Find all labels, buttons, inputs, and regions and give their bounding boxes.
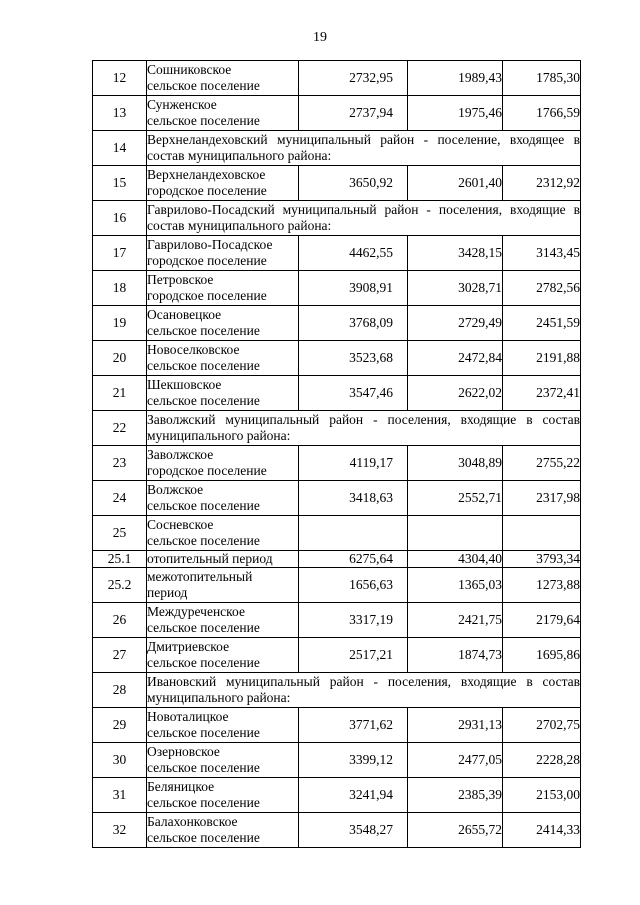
table-row xyxy=(93,708,581,743)
row-number: 22 xyxy=(93,411,147,446)
settlement-name xyxy=(147,446,299,481)
row-number: 29 xyxy=(93,708,147,743)
row-number: 25 xyxy=(93,516,147,551)
value-v2: 1365,03 xyxy=(408,568,503,603)
settlement-name-line2: сельское поселение xyxy=(147,725,260,740)
settlement-name-line1: Верхнеландеховское xyxy=(147,167,266,182)
value-v1: 6275,64 xyxy=(299,551,408,568)
table-row xyxy=(93,341,581,376)
table-row xyxy=(93,516,581,551)
table-row xyxy=(93,743,581,778)
value-v3: 2372,41 xyxy=(503,376,581,411)
settlement-name xyxy=(147,516,299,551)
value-v3: 2317,98 xyxy=(503,481,581,516)
value-v2: 1975,46 xyxy=(408,96,503,131)
table-row xyxy=(93,446,581,481)
value-v2: 2729,49 xyxy=(408,306,503,341)
settlement-name-line1: Волжское xyxy=(147,482,204,497)
table-row xyxy=(93,61,581,96)
row-number: 25.2 xyxy=(93,568,147,603)
value-v3: 2782,56 xyxy=(503,271,581,306)
settlement-name-line2: городское поселение xyxy=(147,183,267,198)
table-row xyxy=(93,481,581,516)
row-number: 21 xyxy=(93,376,147,411)
table-row xyxy=(93,271,581,306)
settlement-name-line1: Осановецкое xyxy=(147,307,222,322)
value-v3: 1273,88 xyxy=(503,568,581,603)
settlement-name-line2: сельское поселение xyxy=(147,830,260,845)
table-section-row xyxy=(93,673,581,708)
settlement-name xyxy=(147,778,299,813)
value-v2: 2552,71 xyxy=(408,481,503,516)
value-v1 xyxy=(299,516,408,551)
value-v1: 2517,21 xyxy=(299,638,408,673)
value-v3: 1766,59 xyxy=(503,96,581,131)
value-v1: 2732,95 xyxy=(299,61,408,96)
value-v1: 3241,94 xyxy=(299,778,408,813)
value-v3: 2451,59 xyxy=(503,306,581,341)
row-number: 27 xyxy=(93,638,147,673)
table-row xyxy=(93,236,581,271)
settlement-name xyxy=(147,96,299,131)
settlement-name-line1: межотопительный xyxy=(147,569,253,584)
settlement-name-line1: Балахонковское xyxy=(147,814,238,829)
table-row xyxy=(93,96,581,131)
row-number: 18 xyxy=(93,271,147,306)
value-v3: 3143,45 xyxy=(503,236,581,271)
settlement-name-line1: Озерновское xyxy=(147,744,220,759)
settlement-name-line1: Дмитриевское xyxy=(147,639,230,654)
value-v2: 2601,40 xyxy=(408,166,503,201)
value-v1: 4462,55 xyxy=(299,236,408,271)
value-v3: 2191,88 xyxy=(503,341,581,376)
settlement-name xyxy=(147,306,299,341)
table-section-row xyxy=(93,131,581,166)
value-v1: 3317,19 xyxy=(299,603,408,638)
table-section-row xyxy=(93,201,581,236)
row-number: 26 xyxy=(93,603,147,638)
row-number: 25.1 xyxy=(93,551,147,568)
row-number: 13 xyxy=(93,96,147,131)
value-v2: 2421,75 xyxy=(408,603,503,638)
row-number: 12 xyxy=(93,61,147,96)
table-row xyxy=(93,306,581,341)
value-v2: 1874,73 xyxy=(408,638,503,673)
table-row xyxy=(93,638,581,673)
settlement-name-line2: сельское поселение xyxy=(147,655,260,670)
table-row xyxy=(93,551,581,568)
value-v2: 2385,39 xyxy=(408,778,503,813)
settlement-name-line2: сельское поселение xyxy=(147,358,260,373)
value-v1: 2737,94 xyxy=(299,96,408,131)
settlement-name-line2: городское поселение xyxy=(147,463,267,478)
value-v1: 4119,17 xyxy=(299,446,408,481)
value-v1: 3771,62 xyxy=(299,708,408,743)
settlement-name xyxy=(147,376,299,411)
section-heading: Гаврилово-Посадский муниципальный район - поселения, входящие в состав муниципального района: xyxy=(147,201,581,236)
value-v2: 3048,89 xyxy=(408,446,503,481)
section-heading: Заволжский муниципальный район - поселения, входящие в состав муниципального района: xyxy=(147,411,581,446)
value-v1: 3908,91 xyxy=(299,271,408,306)
row-number: 30 xyxy=(93,743,147,778)
settlement-name xyxy=(147,551,299,568)
row-number: 31 xyxy=(93,778,147,813)
value-v3: 2414,33 xyxy=(503,813,581,848)
value-v1: 3650,92 xyxy=(299,166,408,201)
value-v1: 3547,46 xyxy=(299,376,408,411)
value-v2: 4304,40 xyxy=(408,551,503,568)
settlement-name-line1: Сосневское xyxy=(147,517,214,532)
value-v2: 3428,15 xyxy=(408,236,503,271)
row-number: 20 xyxy=(93,341,147,376)
settlement-name xyxy=(147,271,299,306)
settlement-name-line1: Сошниковское xyxy=(147,62,232,77)
value-v3: 1785,30 xyxy=(503,61,581,96)
value-v3 xyxy=(503,516,581,551)
value-v3: 2179,64 xyxy=(503,603,581,638)
settlement-name-line2: сельское поселение xyxy=(147,795,260,810)
row-number: 16 xyxy=(93,201,147,236)
value-v3: 2702,75 xyxy=(503,708,581,743)
value-v3: 3793,34 xyxy=(503,551,581,568)
value-v2: 3028,71 xyxy=(408,271,503,306)
value-v1: 3768,09 xyxy=(299,306,408,341)
value-v2: 2931,13 xyxy=(408,708,503,743)
settlement-name xyxy=(147,603,299,638)
value-v1: 3548,27 xyxy=(299,813,408,848)
settlement-name-line1: Заволжское xyxy=(147,447,214,462)
value-v1: 1656,63 xyxy=(299,568,408,603)
settlement-name xyxy=(147,568,299,603)
settlement-name-line1: Сунженское xyxy=(147,97,217,112)
settlement-name-line2: сельское поселение xyxy=(147,620,260,635)
value-v2: 1989,43 xyxy=(408,61,503,96)
settlement-name-line1: Гаврилово-Посадское xyxy=(147,237,273,252)
table-body xyxy=(93,61,581,848)
settlement-name xyxy=(147,341,299,376)
settlement-name xyxy=(147,481,299,516)
row-number: 32 xyxy=(93,813,147,848)
settlement-name-line1: Новоталицкое xyxy=(147,709,229,724)
section-heading: Ивановский муниципальный район - поселения, входящие в состав муниципального района: xyxy=(147,673,581,708)
value-v3: 2153,00 xyxy=(503,778,581,813)
settlement-name-line2: городское поселение xyxy=(147,288,267,303)
settlement-name-line2: сельское поселение xyxy=(147,760,260,775)
value-v1: 3418,63 xyxy=(299,481,408,516)
settlement-name-line1: Шекшовское xyxy=(147,377,222,392)
settlement-name xyxy=(147,166,299,201)
value-v1: 3399,12 xyxy=(299,743,408,778)
settlement-name-line2: сельское поселение xyxy=(147,113,260,128)
page-number: 19 xyxy=(313,30,327,45)
value-v3: 2228,28 xyxy=(503,743,581,778)
settlement-name xyxy=(147,61,299,96)
value-v2: 2655,72 xyxy=(408,813,503,848)
value-v1: 3523,68 xyxy=(299,341,408,376)
section-heading: Верхнеландеховский муниципальный район - поселение, входящее в состав муниципального района: xyxy=(147,131,581,166)
settlement-name-line2: сельское поселение xyxy=(147,498,260,513)
table-section-row xyxy=(93,411,581,446)
settlement-name xyxy=(147,638,299,673)
value-v3: 2312,92 xyxy=(503,166,581,201)
settlement-name-line2: сельское поселение xyxy=(147,323,260,338)
settlement-name-line2: сельское поселение xyxy=(147,393,260,408)
value-v2: 2477,05 xyxy=(408,743,503,778)
settlement-name-line1: отопительный период xyxy=(147,551,273,566)
settlement-name-line1: Междуреченское xyxy=(147,604,245,619)
row-number: 14 xyxy=(93,131,147,166)
settlement-name xyxy=(147,708,299,743)
table-row xyxy=(93,166,581,201)
settlement-name xyxy=(147,743,299,778)
table-row xyxy=(93,813,581,848)
tariff-table xyxy=(92,60,581,848)
table-row xyxy=(93,568,581,603)
row-number: 24 xyxy=(93,481,147,516)
settlement-name-line2: сельское поселение xyxy=(147,78,260,93)
settlement-name-line2: сельское поселение xyxy=(147,533,260,548)
table-row xyxy=(93,603,581,638)
value-v2: 2622,02 xyxy=(408,376,503,411)
settlement-name-line1: Новоселковское xyxy=(147,342,240,357)
settlement-name xyxy=(147,236,299,271)
settlement-name-line2: городское поселение xyxy=(147,253,267,268)
settlement-name-line1: Петровское xyxy=(147,272,214,287)
row-number: 28 xyxy=(93,673,147,708)
table-row xyxy=(93,376,581,411)
row-number: 23 xyxy=(93,446,147,481)
value-v2 xyxy=(408,516,503,551)
row-number: 15 xyxy=(93,166,147,201)
value-v2: 2472,84 xyxy=(408,341,503,376)
value-v3: 1695,86 xyxy=(503,638,581,673)
row-number: 19 xyxy=(93,306,147,341)
settlement-name-line1: Беляницкое xyxy=(147,779,215,794)
value-v3: 2755,22 xyxy=(503,446,581,481)
row-number: 17 xyxy=(93,236,147,271)
settlement-name-line2: период xyxy=(147,585,188,600)
settlement-name xyxy=(147,813,299,848)
table-row xyxy=(93,778,581,813)
